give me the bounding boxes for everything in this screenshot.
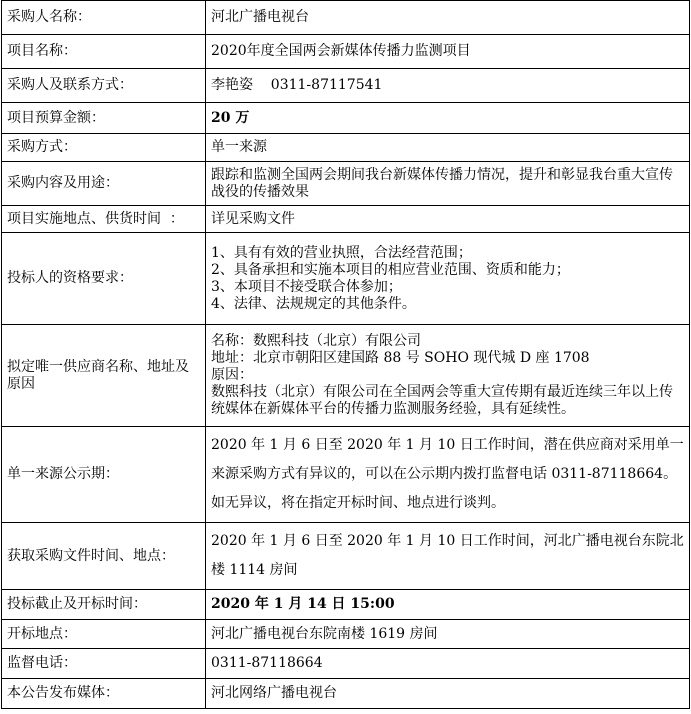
bid-deadline-label: 投标截止及开标时间：	[2, 590, 206, 620]
row-bid-opening-location	[2, 620, 690, 649]
row-content-purpose	[2, 162, 690, 206]
publicity-period-label: 单一来源公示期：	[2, 427, 206, 523]
row-procurement-method	[2, 134, 690, 162]
purchaser-name-value: 河北广播电视台	[206, 1, 690, 35]
sole-supplier-details	[206, 325, 690, 427]
content-purpose-value: 跟踪和监测全国两会期间我台新媒体传播力情况，提升和彰显我台重大宣传战役的传播效果	[206, 162, 690, 206]
procurement-method-value: 单一来源	[206, 134, 690, 162]
row-project-name	[2, 35, 690, 69]
row-publicity-period	[2, 427, 690, 523]
qualification-label: 投标人的资格要求：	[2, 233, 206, 325]
row-bid-deadline	[2, 590, 690, 620]
row-budget	[2, 103, 690, 134]
obtain-documents-label: 获取采购文件时间、地点：	[2, 523, 206, 590]
row-location-time	[2, 206, 690, 233]
procurement-method-label: 采购方式：	[2, 134, 206, 162]
supervision-phone-label: 监督电话：	[2, 649, 206, 679]
row-purchaser-name	[2, 1, 690, 35]
qualification-item: 1、具有有效的营业执照，合法经营范围；	[211, 244, 472, 261]
qualification-item: 4、法律、法规规定的其他条件。	[211, 295, 416, 312]
purchaser-name-label: 采购人名称：	[2, 1, 206, 35]
budget-label: 项目预算金额：	[2, 103, 206, 134]
row-publishing-media	[2, 679, 690, 709]
publicity-period-value: 2020 年 1 月 6 日至 2020 年 1 月 10 日工作时间，潜在供应商对采用单一来源采购方式有异议的，可以在公示期内拨打监督电话 0311-87118664。如无异议，将在指定开标时间、地点进行谈判。	[206, 427, 690, 523]
qualification-item: 2、具备承担和实施本项目的相应营业范围、资质和能力；	[211, 261, 570, 278]
row-sole-supplier	[2, 325, 690, 427]
row-purchaser-contact	[2, 69, 690, 103]
content-purpose-label: 采购内容及用途：	[2, 162, 206, 206]
publishing-media-label: 本公告发布媒体：	[2, 679, 206, 709]
budget-value: 20 万	[206, 103, 690, 134]
obtain-documents-value: 2020 年 1 月 6 日至 2020 年 1 月 10 日工作时间，河北广播电视台东院北楼 1114 房间	[206, 523, 690, 590]
supplier-address: 地址：北京市朝阳区建国路 88 号 SOHO 现代城 D 座 1708	[211, 350, 590, 366]
project-name-label: 项目名称：	[2, 35, 206, 69]
purchaser-contact-value: 李艳姿 0311-87117541	[206, 69, 690, 103]
purchaser-contact-label: 采购人及联系方式：	[2, 69, 206, 103]
project-name-value: 2020年度全国两会新媒体传播力监测项目	[206, 35, 690, 69]
location-time-label: 项目实施地点、供货时间 ：	[2, 206, 206, 233]
supervision-phone-value: 0311-87118664	[206, 649, 690, 679]
procurement-notice-table	[1, 0, 690, 709]
sole-supplier-label: 拟定唯一供应商名称、地址及原因	[2, 325, 206, 427]
bid-opening-location-label: 开标地点：	[2, 620, 206, 649]
supplier-reason-text: 数熙科技（北京）有限公司在全国两会等重大宣传期有最近连续三年以上传统媒体在新媒体平台的传播力监测服务经验，具有延续性。	[211, 384, 673, 417]
location-time-value: 详见采购文件	[206, 206, 690, 233]
supplier-name: 名称：数熙科技（北京）有限公司	[211, 333, 421, 349]
qualification-item: 3、本项目不接受联合体参加；	[211, 278, 402, 295]
row-qualification	[2, 233, 690, 325]
row-supervision-phone	[2, 649, 690, 679]
row-obtain-documents	[2, 523, 690, 590]
publishing-media-value: 河北网络广播电视台	[206, 679, 690, 709]
bid-opening-location-value: 河北广播电视台东院南楼 1619 房间	[206, 620, 690, 649]
supplier-reason-label: 原因：	[211, 367, 253, 383]
qualification-list	[206, 233, 690, 325]
bid-deadline-value: 2020 年 1 月 14 日 15:00	[206, 590, 690, 620]
